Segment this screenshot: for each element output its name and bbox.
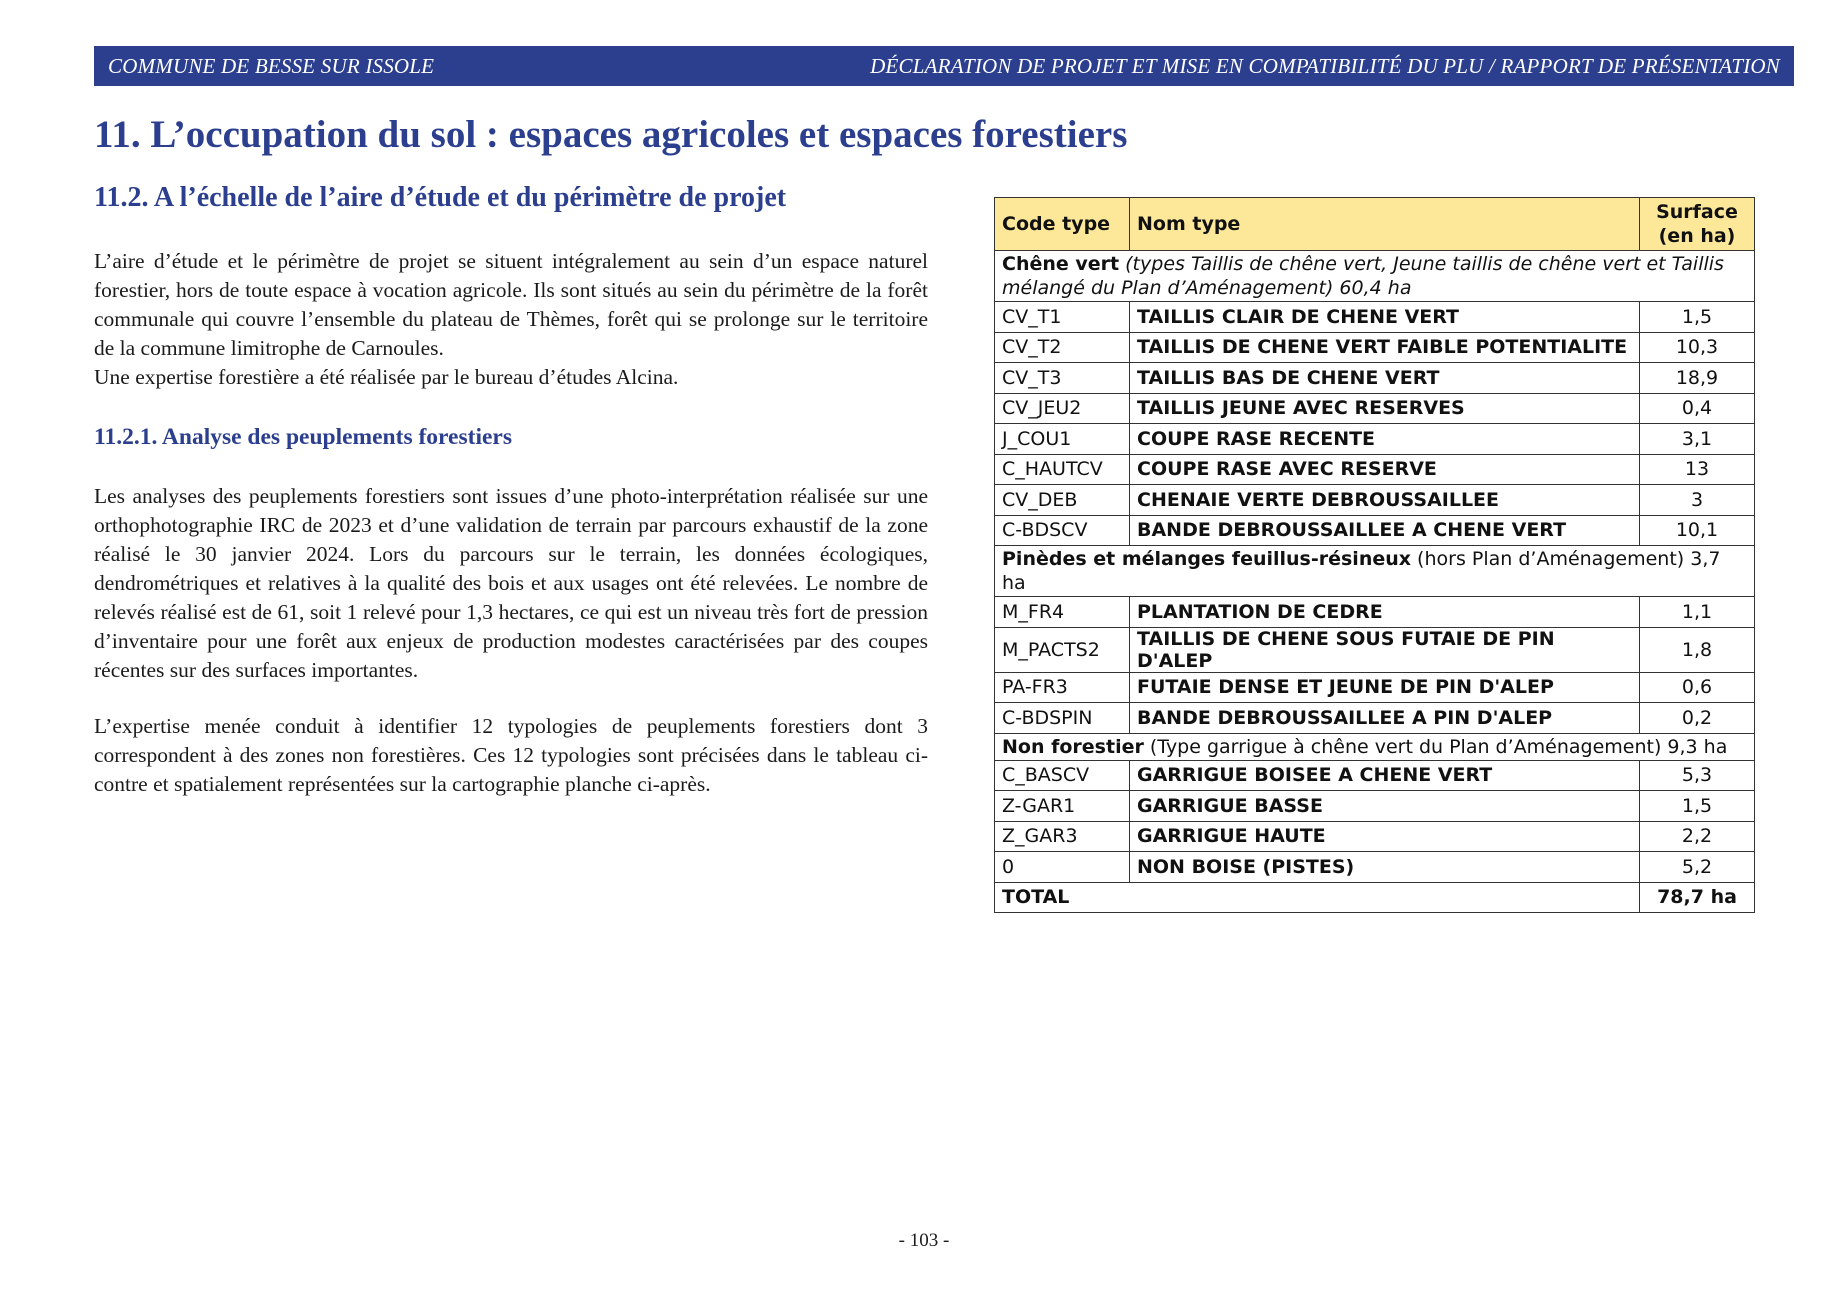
code-cell: CV_DEB [995,485,1130,516]
table-row [995,852,1755,883]
typology-paragraph: L’expertise menée conduit à identifier 12 typologies de peuplements forestiers dont 3 correspondent à des zones non forestières. Ces 12 typologies sont précisées dans le tableau ci-contre et spatialement représentées sur la cartographie planche ci-après. [94,714,928,796]
group-label: Pinèdes et mélanges feuillus-résineux [1002,548,1412,570]
name-cell: TAILLIS DE CHENE SOUS FUTAIE DE PIN D'ALEP [1130,627,1640,672]
table-group-row [995,546,1755,597]
code-cell: CV_T1 [995,302,1130,333]
surface-cell: 10,3 [1640,332,1755,363]
surface-cell: 1,5 [1640,302,1755,333]
name-cell: FUTAIE DENSE ET JEUNE DE PIN D'ALEP [1130,672,1640,703]
surface-cell: 5,2 [1640,852,1755,883]
section-subtitle: 11.2. A l’échelle de l’aire d’étude et du périmètre de projet [94,182,787,213]
header-code: Code type [995,198,1130,251]
group-total: 60,4 ha [1333,277,1412,299]
page-number: - 103 - [898,1230,950,1251]
surface-cell: 5,3 [1640,760,1755,791]
surface-cell: 0,4 [1640,393,1755,424]
surface-cell: 1,1 [1640,597,1755,628]
table-row [995,332,1755,363]
table-row [995,454,1755,485]
header-right: DÉCLARATION DE PROJET ET MISE EN COMPATIBILITÉ DU PLU / RAPPORT DE PRÉSENTATION [870,53,1780,78]
code-cell: C_BASCV [995,760,1130,791]
code-cell: CV_T3 [995,363,1130,394]
code-cell: C-BDSCV [995,515,1130,546]
table-group-row [995,251,1755,302]
table-total-row [995,882,1755,913]
table-row [995,703,1755,734]
group-cell [995,546,1755,597]
code-cell: J_COU1 [995,424,1130,455]
table-row [995,424,1755,455]
code-cell: C_HAUTCV [995,454,1130,485]
name-cell: TAILLIS CLAIR DE CHENE VERT [1130,302,1640,333]
group-desc: (Type garrigue à chêne vert du Plan d’Aménagement) [1143,735,1662,758]
table-row [995,627,1755,672]
surface-cell: 1,5 [1640,791,1755,822]
name-cell: PLANTATION DE CEDRE [1130,597,1640,628]
code-cell: C-BDSPIN [995,703,1130,734]
header-name: Nom type [1130,198,1640,251]
intro-paragraph-line: L’aire d’étude et le périmètre de projet se situent intégralement au sein d’un espace naturel forestier, hors de toute espace à vocation agricole. Ils sont situés au sein du périmètre de la forêt communale qui couvre l’ensemble du plateau de Thèmes, forêt qui se prolonge sur le territoire de la commune limitrophe de Carnoules. [94,249,928,360]
surface-cell: 3,1 [1640,424,1755,455]
surface-cell: 0,2 [1640,703,1755,734]
surface-cell: 10,1 [1640,515,1755,546]
subsection-title: 11.2.1. Analyse des peuplements forestiers [94,424,512,450]
table-row [995,363,1755,394]
table-row [995,760,1755,791]
name-cell: NON BOISE (PISTES) [1130,852,1640,883]
table-row [995,791,1755,822]
surface-cell: 18,9 [1640,363,1755,394]
name-cell: TAILLIS BAS DE CHENE VERT [1130,363,1640,394]
total-value: 78,7 ha [1640,882,1755,913]
group-label: Chêne vert [1002,253,1120,275]
group-cell [995,251,1755,302]
code-cell: PA-FR3 [995,672,1130,703]
table-row [995,515,1755,546]
table-row [995,393,1755,424]
surface-cell: 2,2 [1640,821,1755,852]
code-cell: Z-GAR1 [995,791,1130,822]
surface-cell: 13 [1640,454,1755,485]
header-surface [1640,198,1755,251]
code-cell: Z_GAR3 [995,821,1130,852]
name-cell: TAILLIS JEUNE AVEC RESERVES [1130,393,1640,424]
name-cell: BANDE DEBROUSSAILLEE A PIN D'ALEP [1130,703,1640,734]
table-body [995,251,1755,913]
name-cell: COUPE RASE RECENTE [1130,424,1640,455]
name-cell: GARRIGUE BOISEE A CHENE VERT [1130,760,1640,791]
table-row [995,302,1755,333]
name-cell: GARRIGUE BASSE [1130,791,1640,822]
code-cell: M_FR4 [995,597,1130,628]
header-left: COMMUNE DE BESSE SUR ISSOLE [108,53,435,78]
table-row [995,821,1755,852]
code-cell: CV_T2 [995,332,1130,363]
group-cell [995,733,1755,760]
surface-cell: 3 [1640,485,1755,516]
page-title: 11. L’occupation du sol : espaces agricoles et espaces forestiers [94,113,1128,156]
name-cell: BANDE DEBROUSSAILLEE A CHENE VERT [1130,515,1640,546]
table-row [995,485,1755,516]
name-cell: GARRIGUE HAUTE [1130,821,1640,852]
intro-paragraph-line: Une expertise forestière a été réalisée par le bureau d’études Alcina. [94,365,679,389]
name-cell: COUPE RASE AVEC RESERVE [1130,454,1640,485]
total-label: TOTAL [995,882,1640,913]
group-total: 3,7 ha [1002,548,1721,594]
header-band [94,46,1794,86]
surface-cell: 0,6 [1640,672,1755,703]
table-header-row [995,198,1755,251]
name-cell: CHENAIE VERTE DEBROUSSAILLEE [1130,485,1640,516]
group-label: Non forestier [1002,735,1144,758]
code-cell: 0 [995,852,1130,883]
group-desc: (types Taillis de chêne vert, Jeune taillis de chêne vert et Taillis mélangé du Plan d’Aménagement) [1002,253,1724,299]
header-surface-line2: (en ha) [1658,225,1736,247]
forest-typology-table [994,197,1755,913]
code-cell: CV_JEU2 [995,393,1130,424]
group-total: 9,3 ha [1661,735,1728,758]
analysis-paragraph: Les analyses des peuplements forestiers sont issues d’une photo-interprétation réalisée sur une orthophotographie IRC de 2023 et d’une validation de terrain par parcours exhaustif de la zone réalisé le 30 janvier 2024. Lors du parcours sur le terrain, les données écologiques, dendrométriques et relatives à la qualité des bois et aux usages ont été relevées. Le nombre de relevés réalisé est de 61, soit 1 relevé pour 1,3 hectares, ce qui est un niveau très fort de pression d’inventaire pour une forêt aux enjeux de production modestes caractérisées par des coupes récentes sur des surfaces importantes. [94,484,928,682]
table-group-row [995,733,1755,760]
surface-cell: 1,8 [1640,627,1755,672]
name-cell: TAILLIS DE CHENE VERT FAIBLE POTENTIALITE [1130,332,1640,363]
intro-paragraph [94,247,928,392]
forest-typology-table-wrap [994,197,1755,913]
header-surface-line1: Surface [1656,201,1738,223]
table-row [995,672,1755,703]
code-cell: M_PACTS2 [995,627,1130,672]
group-desc: (hors Plan d’Aménagement) [1411,548,1685,570]
table-row [995,597,1755,628]
